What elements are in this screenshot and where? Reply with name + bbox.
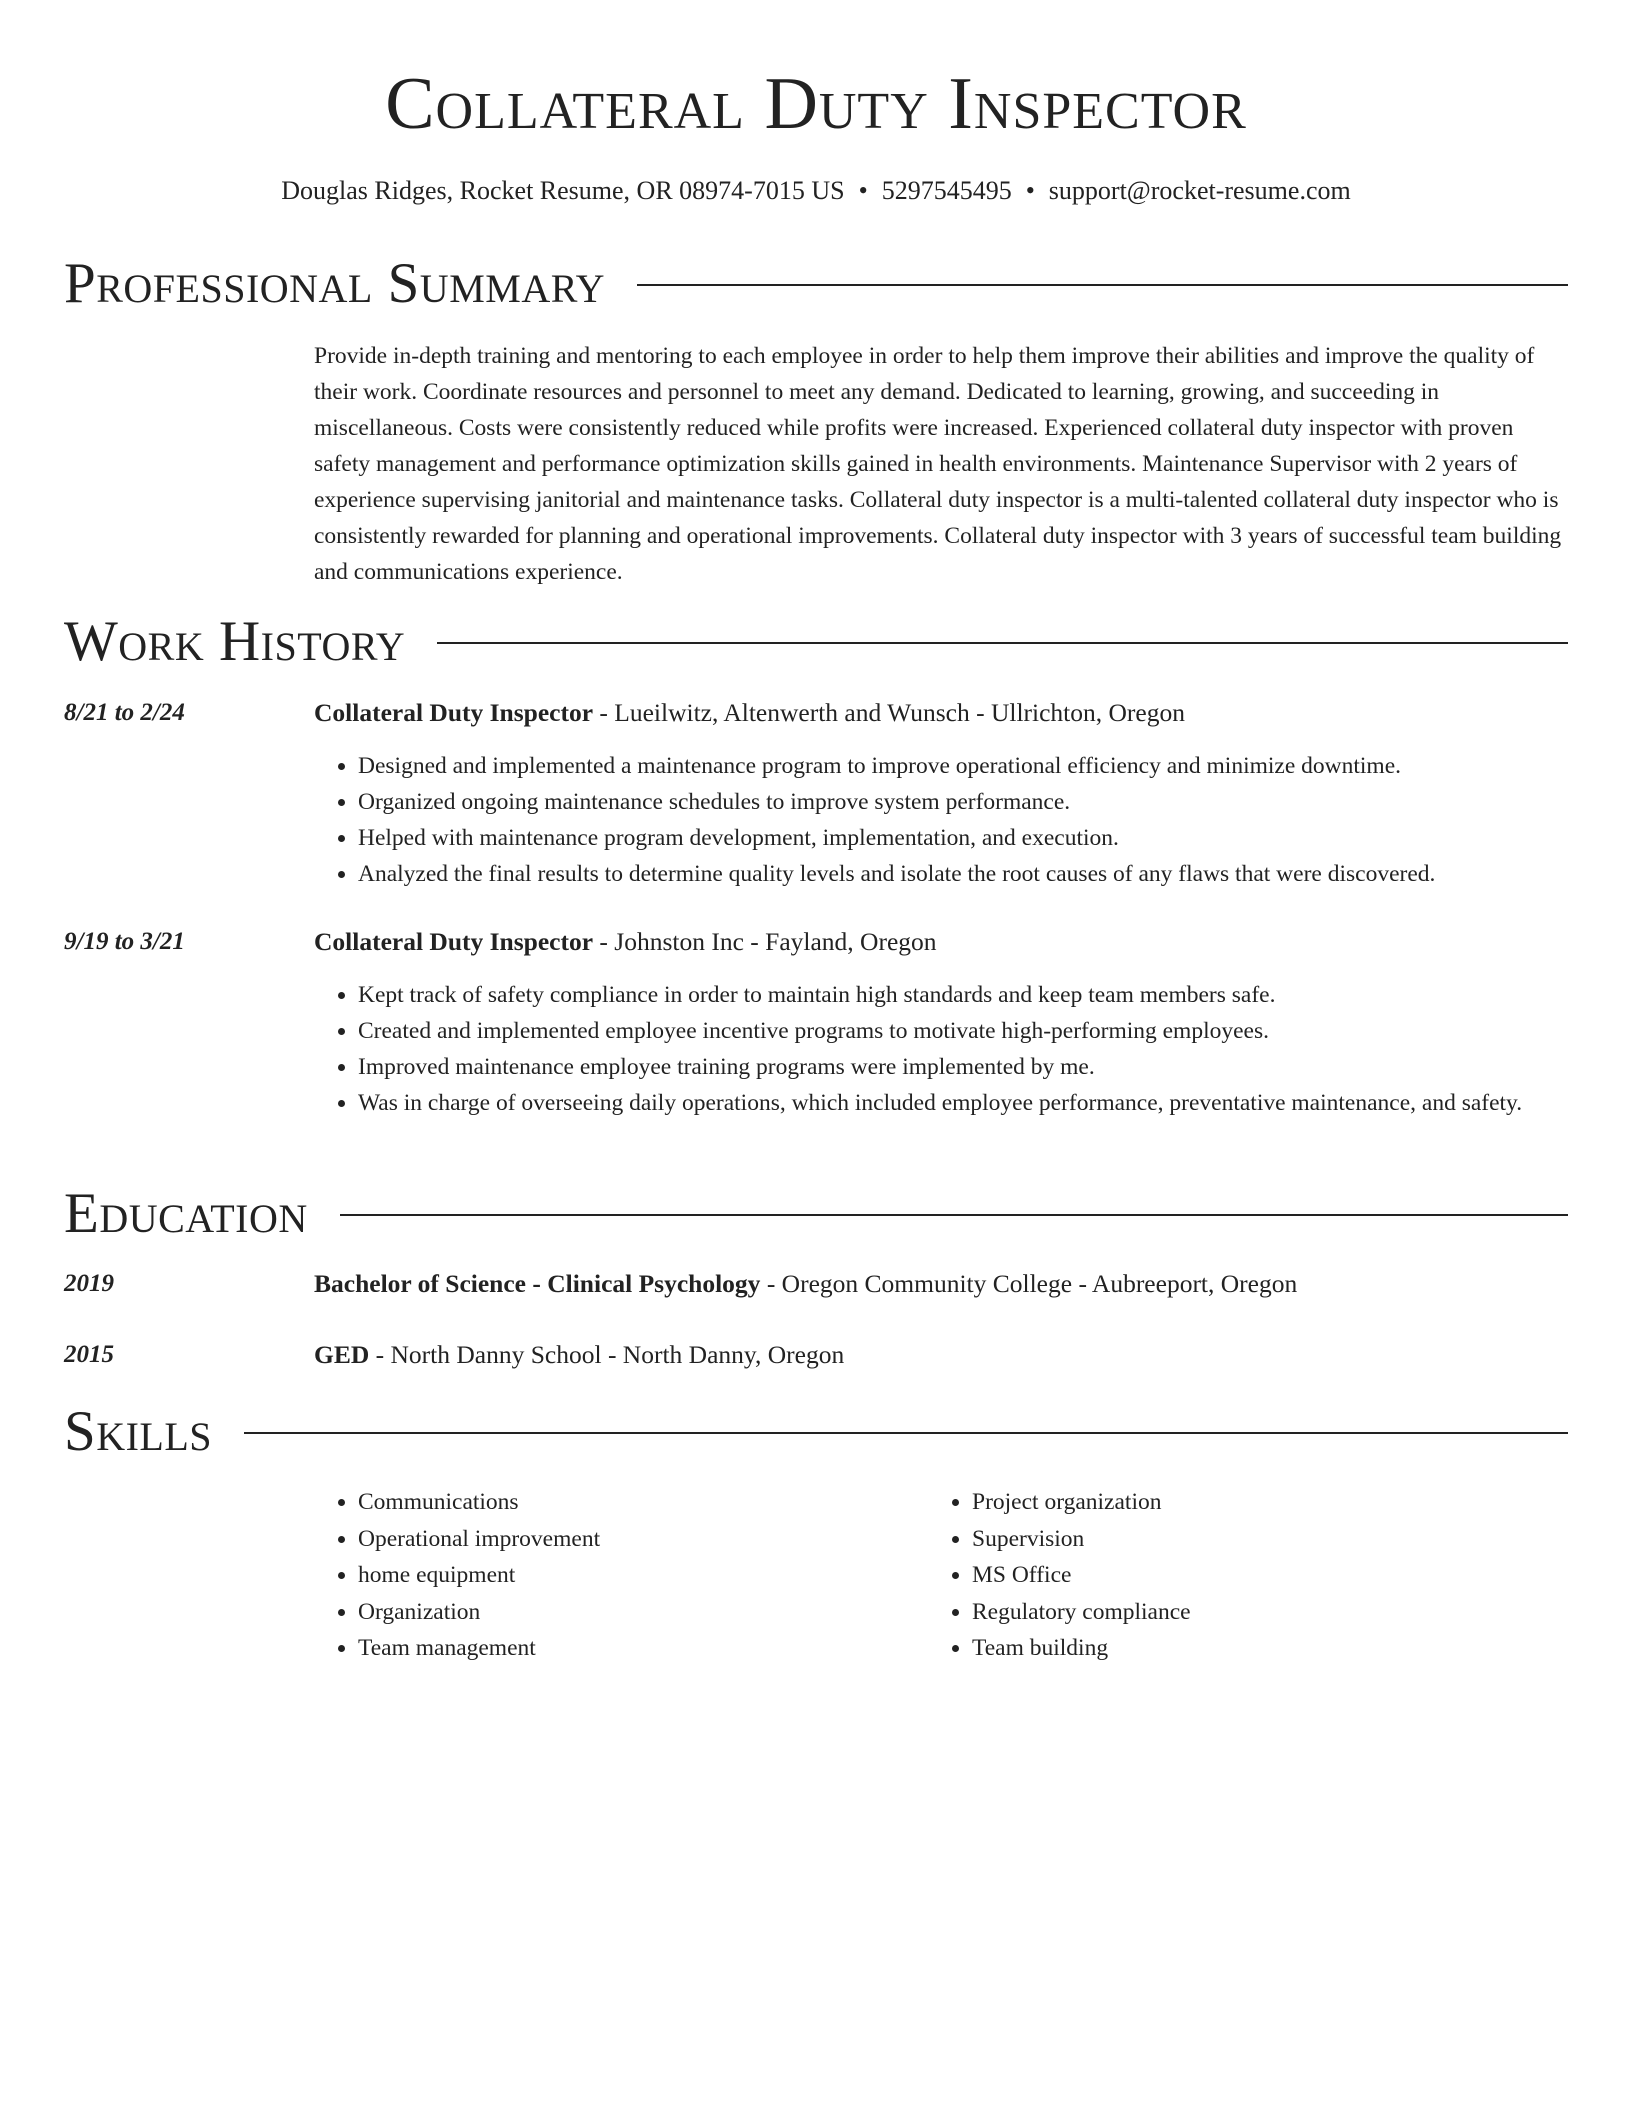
skill-item: • Supervision <box>972 1521 1592 1558</box>
list-item: • Analyzed the final results to determine quality levels and isolate the root causes of any flaws that were discovered. <box>358 856 1568 892</box>
job-employer-location: - Lueilwitz, Altenwerth and Wunsch - Ullrichton, Oregon <box>593 698 1185 727</box>
section-divider <box>244 1432 1568 1434</box>
education-school-location: - Oregon Community College - Aubreeport, Oregon <box>760 1269 1298 1298</box>
job-title-line <box>314 925 1568 959</box>
contact-email: support@rocket-resume.com <box>1048 176 1351 205</box>
skill-item: • Communications <box>358 1484 918 1521</box>
list-item: • Organized ongoing maintenance schedules to improve system performance. <box>358 784 1568 820</box>
skill-item: • Team management <box>358 1630 918 1667</box>
skill-item: • MS Office <box>972 1557 1592 1594</box>
job-bullets <box>314 977 1568 1121</box>
skill-item: • Regulatory compliance <box>972 1594 1592 1631</box>
summary-text: Provide in-depth training and mentoring to each employee in order to help them improve their abilities and improve the quality of their work. Coordinate resources and personnel to meet any demand. Dedicated to learning, growing, and succeeding in miscellaneous. Costs were consistently reduced while profits were increased. Experienced collateral duty inspector with proven safety management and performance optimization skills gained in health environments. Maintenance Supervisor with 2 years of experience supervising janitorial and maintenance tasks. Collateral duty inspector is a multi-talented collateral duty inspector who is consistently rewarded for planning and operational improvements. Collateral duty inspector with 3 years of successful team building and communications experience. <box>314 343 1562 585</box>
job-title: Collateral Duty Inspector <box>314 698 594 727</box>
section-work-history <box>64 610 1568 674</box>
education-year: 2015 <box>64 1341 114 1368</box>
section-skills <box>64 1400 1568 1464</box>
list-item: • Kept track of safety compliance in order to maintain high standards and keep team members safe. <box>358 977 1568 1013</box>
contact-line <box>0 174 1632 208</box>
contact-address: Douglas Ridges, Rocket Resume, OR 08974-7015 US <box>281 176 845 205</box>
list-item: • Helped with maintenance program development, implementation, and execution. <box>358 820 1568 856</box>
section-heading: Work History <box>64 610 406 673</box>
skills-list-right <box>928 1484 1592 1667</box>
section-divider <box>340 1214 1568 1216</box>
section-divider <box>437 642 1568 644</box>
section-heading: Education <box>64 1182 308 1245</box>
job-employer-location: - Johnston Inc - Fayland, Oregon <box>593 927 937 956</box>
education-degree: Bachelor of Science - Clinical Psychology <box>314 1269 761 1298</box>
skill-item: • Organization <box>358 1594 918 1631</box>
skill-item: • Project organization <box>972 1484 1592 1521</box>
contact-separator: • <box>858 176 868 205</box>
skills-list-left <box>314 1484 918 1667</box>
job-dates: 8/21 to 2/24 <box>64 699 185 726</box>
education-entry <box>314 1338 1568 1372</box>
contact-phone: 5297545495 <box>881 176 1012 205</box>
section-divider <box>637 284 1568 286</box>
education-year: 2019 <box>64 1270 114 1297</box>
section-heading: Professional Summary <box>64 252 606 315</box>
list-item: • Designed and implemented a maintenance program to improve operational efficiency and minimize downtime. <box>358 748 1568 784</box>
job-title: Collateral Duty Inspector <box>314 927 594 956</box>
section-professional-summary <box>64 252 1568 316</box>
job-dates: 9/19 to 3/21 <box>64 928 185 955</box>
skill-item: • Operational improvement <box>358 1521 918 1558</box>
education-degree: GED <box>314 1340 370 1369</box>
contact-separator: • <box>1025 176 1035 205</box>
section-heading: Skills <box>64 1400 213 1463</box>
skill-item: • Team building <box>972 1630 1592 1667</box>
skill-item: • home equipment <box>358 1557 918 1594</box>
section-education <box>64 1182 1568 1246</box>
job-title-line <box>314 696 1568 730</box>
list-item: • Improved maintenance employee training programs were implemented by me. <box>358 1049 1568 1085</box>
education-entry <box>314 1267 1568 1301</box>
resume-name: Collateral Duty Inspector <box>385 63 1247 145</box>
list-item: • Created and implemented employee incentive programs to motivate high-performing employees. <box>358 1013 1568 1049</box>
education-school-location: - North Danny School - North Danny, Oregon <box>369 1340 845 1369</box>
list-item: • Was in charge of overseeing daily operations, which included employee performance, preventative maintenance, and safety. <box>358 1085 1568 1121</box>
job-bullets <box>314 748 1568 892</box>
